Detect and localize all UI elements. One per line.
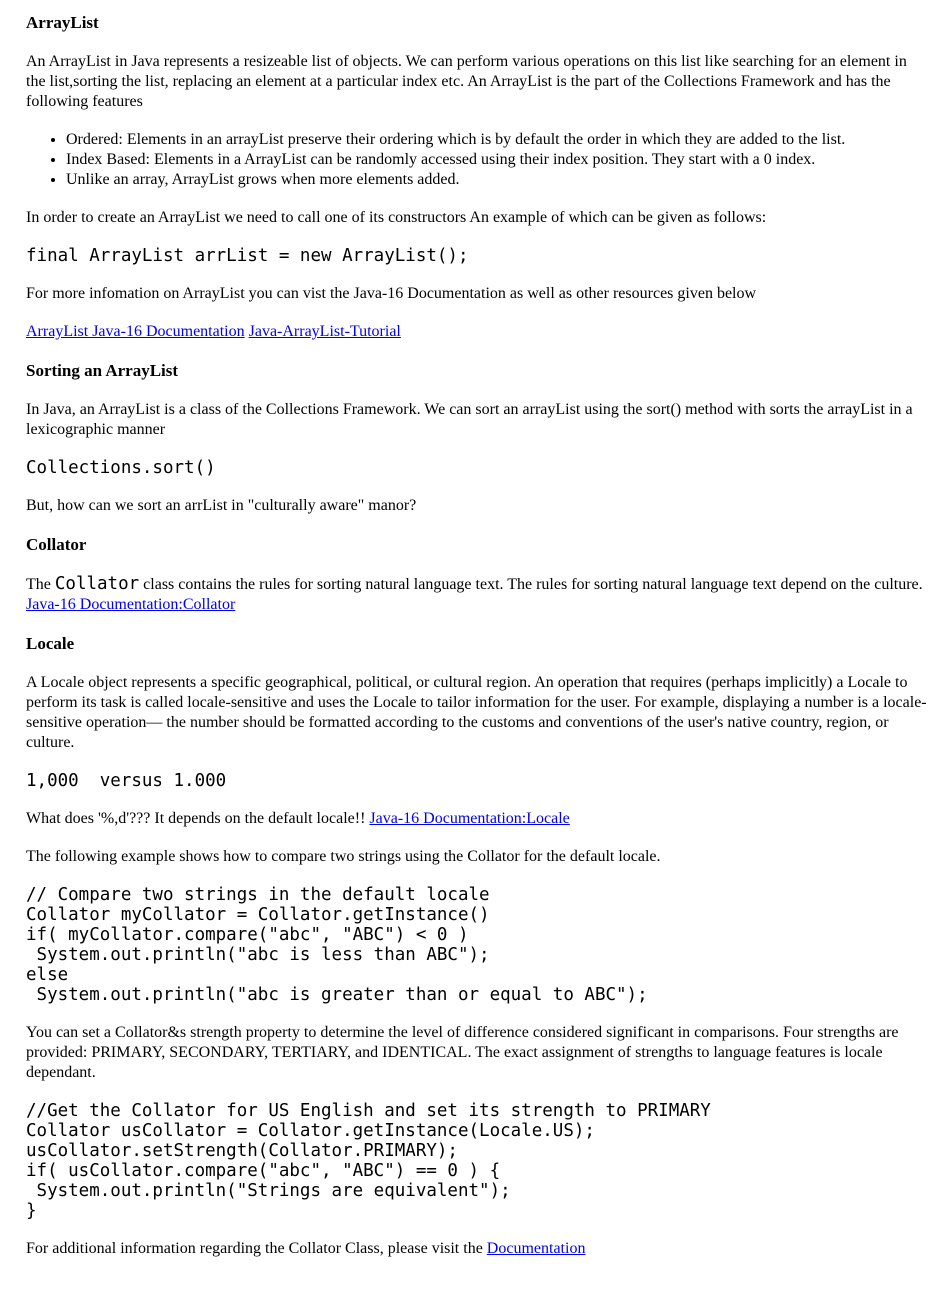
sorting-heading: Sorting an ArrayList xyxy=(26,361,179,380)
collator-class-name: Collator xyxy=(54,574,140,594)
locale-question xyxy=(26,809,928,829)
locale-number-code: 1,000 versus 1.000 xyxy=(26,771,227,791)
locale-example-code: // Compare two strings in the default locale Collator myCollator = Collator.getInstance() if( myCollator.compare("abc", "ABC") < 0 ) System.out.println("abc is less than ABC"); else System.out.println("abc is greater than or equal to ABC"); xyxy=(26,885,648,1005)
collator-text xyxy=(26,574,928,615)
locale-heading: Locale xyxy=(26,634,75,653)
arraylist-heading: ArrayList xyxy=(26,13,99,32)
footer-doc-link[interactable]: Documentation xyxy=(486,1240,586,1257)
strength-code: //Get the Collator for US English and set its strength to PRIMARY Collator usCollator = Collator.getInstance(Locale.US); usCollator.setStrength(Collator.PRIMARY); if( usCollator.compare("abc", "ABC") == 0 ) { System.out.println("Strings are equivalent"); } xyxy=(26,1101,711,1221)
collator-text-prefix: The xyxy=(26,576,55,593)
more-info-text: For more infomation on ArrayList you can vist the Java-16 Documentation as well as other resources given below xyxy=(26,285,757,302)
arraylist-features-list xyxy=(26,130,928,190)
feature-item-index-based: • Index Based: Elements in a ArrayList can be randomly accessed using their index position. They start with a 0 index. xyxy=(66,150,928,170)
arraylist-tutorial-link[interactable]: Java-ArrayList-Tutorial xyxy=(248,323,401,340)
footer-text-label: For additional information regarding the Collator Class, please visit the xyxy=(26,1240,487,1257)
arraylist-doc-link[interactable]: ArrayList Java-16 Documentation xyxy=(26,323,245,340)
collator-doc-link[interactable]: Java-16 Documentation:Collator xyxy=(26,596,236,613)
locale-doc-link[interactable]: Java-16 Documentation:Locale xyxy=(369,810,570,827)
constructor-code: final ArrayList arrList = new ArrayList(); xyxy=(26,246,469,266)
feature-item-ordered: • Ordered: Elements in an arrayList preserve their ordering which is by default the order in which they are added to the list. xyxy=(66,130,928,150)
locale-question-text: What does '%,d'??? It depends on the default locale!! xyxy=(26,810,370,827)
arraylist-links xyxy=(26,322,928,342)
collator-heading: Collator xyxy=(26,535,87,554)
collator-text-suffix: class contains the rules for sorting natural language text. The rules for sorting natural language text depend on the culture. xyxy=(139,576,923,593)
feature-item-grows: • Unlike an array, ArrayList grows when more elements added. xyxy=(66,170,928,190)
locale-example-text: The following example shows how to compare two strings using the Collator for the default locale. xyxy=(26,848,661,865)
strength-text: You can set a Collator&s strength property to determine the level of difference considered significant in comparisons. Four strengths are provided: PRIMARY, SECONDARY, TERTIARY, and IDENTICAL. The exact assignment of strengths to language features is locale dependant. xyxy=(26,1024,899,1081)
sorting-question: But, how can we sort an arrList in "culturally aware" manor? xyxy=(26,497,417,514)
locale-text: A Locale object represents a specific geographical, political, or cultural region. An operation that requires (perhaps implicitly) a Locale to perform its task is called locale-sensitive and uses the Locale to tailor information for the user. For example, displaying a number is a locale-sensitive operation— the number should be formatted according to the customs and conventions of the user's native country, region, or culture. xyxy=(26,674,927,751)
sorting-code: Collections.sort() xyxy=(26,458,216,478)
footer-text xyxy=(26,1239,928,1259)
constructor-text: In order to create an ArrayList we need to call one of its constructors An example of which can be given as follows: xyxy=(26,209,767,226)
sorting-text: In Java, an ArrayList is a class of the Collections Framework. We can sort an arrayList using the sort() method with sorts the arrayList in a lexicographic manner xyxy=(26,401,913,438)
arraylist-intro: An ArrayList in Java represents a resizeable list of objects. We can perform various operations on this list like searching for an element in the list,sorting the list, replacing an element at a particular index etc. An ArrayList is the part of the Collections Framework and has the following features xyxy=(26,53,907,110)
